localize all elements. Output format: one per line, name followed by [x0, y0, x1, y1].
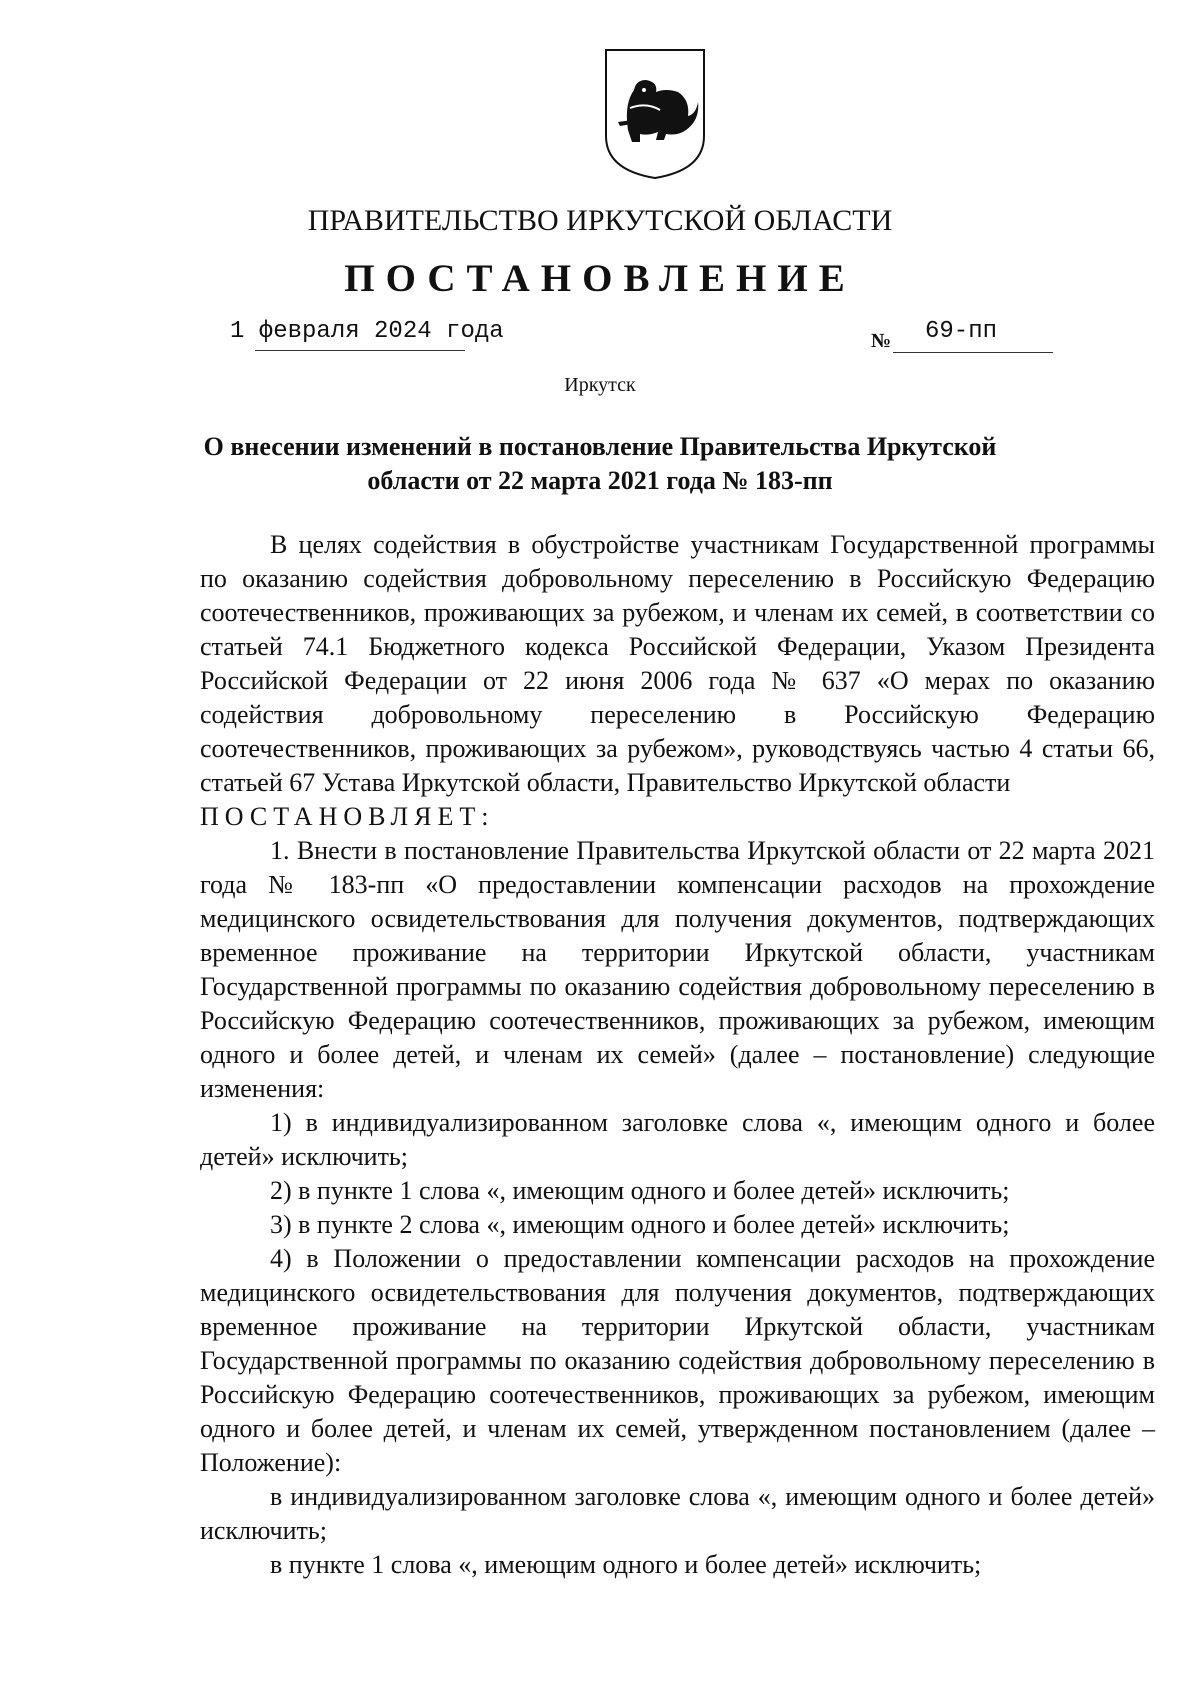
subitem-4b: в пункте 1 слова «, имеющим одного и более детей» исключить;	[270, 1550, 982, 1579]
preamble-paragraph: В целях содействия в обустройстве участникам Государственной программы по оказанию содействия добровольному переселению в Российскую Федерацию соотечественников, проживающих за рубежом, и членам их семей, в соответствии со статьей 74.1 Бюджетного кодекса Российской Федерации, Указом Президента Российской Федерации от 22 июня 2006 года № 637 «О мерах по оказанию содействия добровольному переселению в Российскую Федерацию соотечественников, проживающих за рубежом», руководствуясь частью 4 статьи 66, статьей 67 Устава Иркутской области, Правительство Иркутской области	[200, 530, 1155, 797]
item-1-paragraph: 1. Внести в постановление Правительства Иркутской области от 22 марта 2021 года № 183-пп «О предоставлении компенсации расходов на прохождение медицинского освидетельствования для получения документов, подтверждающих временное проживание на территории Иркутской области, участникам Государственной программы по оказанию содействия добровольному переселению в Российскую Федерацию соотечественников, проживающих за рубежом, имеющим одного и более детей, и членам их семей» (далее – постановление) следующие изменения:	[200, 836, 1155, 1103]
subitem-4: 4) в Положении о предоставлении компенсации расходов на прохождение медицинского освидетельствования для получения документов, подтверждающих временное проживание на территории Иркутской области, участникам Государственной программы по оказанию содействия добровольному переселению в Российскую Федерацию соотечественников, проживающих за рубежом, имеющим одного и более детей, и членам их семей, утвержденном постановлением (далее – Положение):	[200, 1244, 1155, 1477]
city: Иркутск	[564, 374, 636, 396]
date-underline	[255, 350, 465, 351]
number-underline	[893, 352, 1053, 353]
subitem-1: 1) в индивидуализированном заголовке слова «, имеющим одного и более детей» исключить;	[200, 1108, 1155, 1171]
heading-line-1: О внесении изменений в постановление Правительства Иркутской	[203, 432, 997, 461]
document-type: ПОСТАНОВЛЕНИЕ	[344, 257, 856, 300]
subitem-3: 3) в пункте 2 слова «, имеющим одного и более детей» исключить;	[270, 1210, 1010, 1239]
number-label: №	[871, 330, 892, 352]
coat-of-arms-icon	[600, 44, 710, 182]
subitem-2: 2) в пункте 1 слова «, имеющим одного и более детей» исключить;	[270, 1176, 1010, 1205]
resolves-heading: ПОСТАНОВЛЯЕТ:	[200, 802, 495, 831]
document-body	[200, 528, 1155, 1582]
document-number: 69-пп	[925, 318, 998, 345]
document-date: 1 февраля 2024 года	[230, 318, 504, 345]
heading-line-2: области от 22 марта 2021 года № 183-пп	[367, 466, 833, 495]
document-heading	[0, 430, 1200, 498]
government-title: ПРАВИТЕЛЬСТВО ИРКУТСКОЙ ОБЛАСТИ	[307, 204, 893, 237]
subitem-4a: в индивидуализированном заголовке слова «, имеющим одного и более детей» исключить;	[200, 1482, 1155, 1545]
